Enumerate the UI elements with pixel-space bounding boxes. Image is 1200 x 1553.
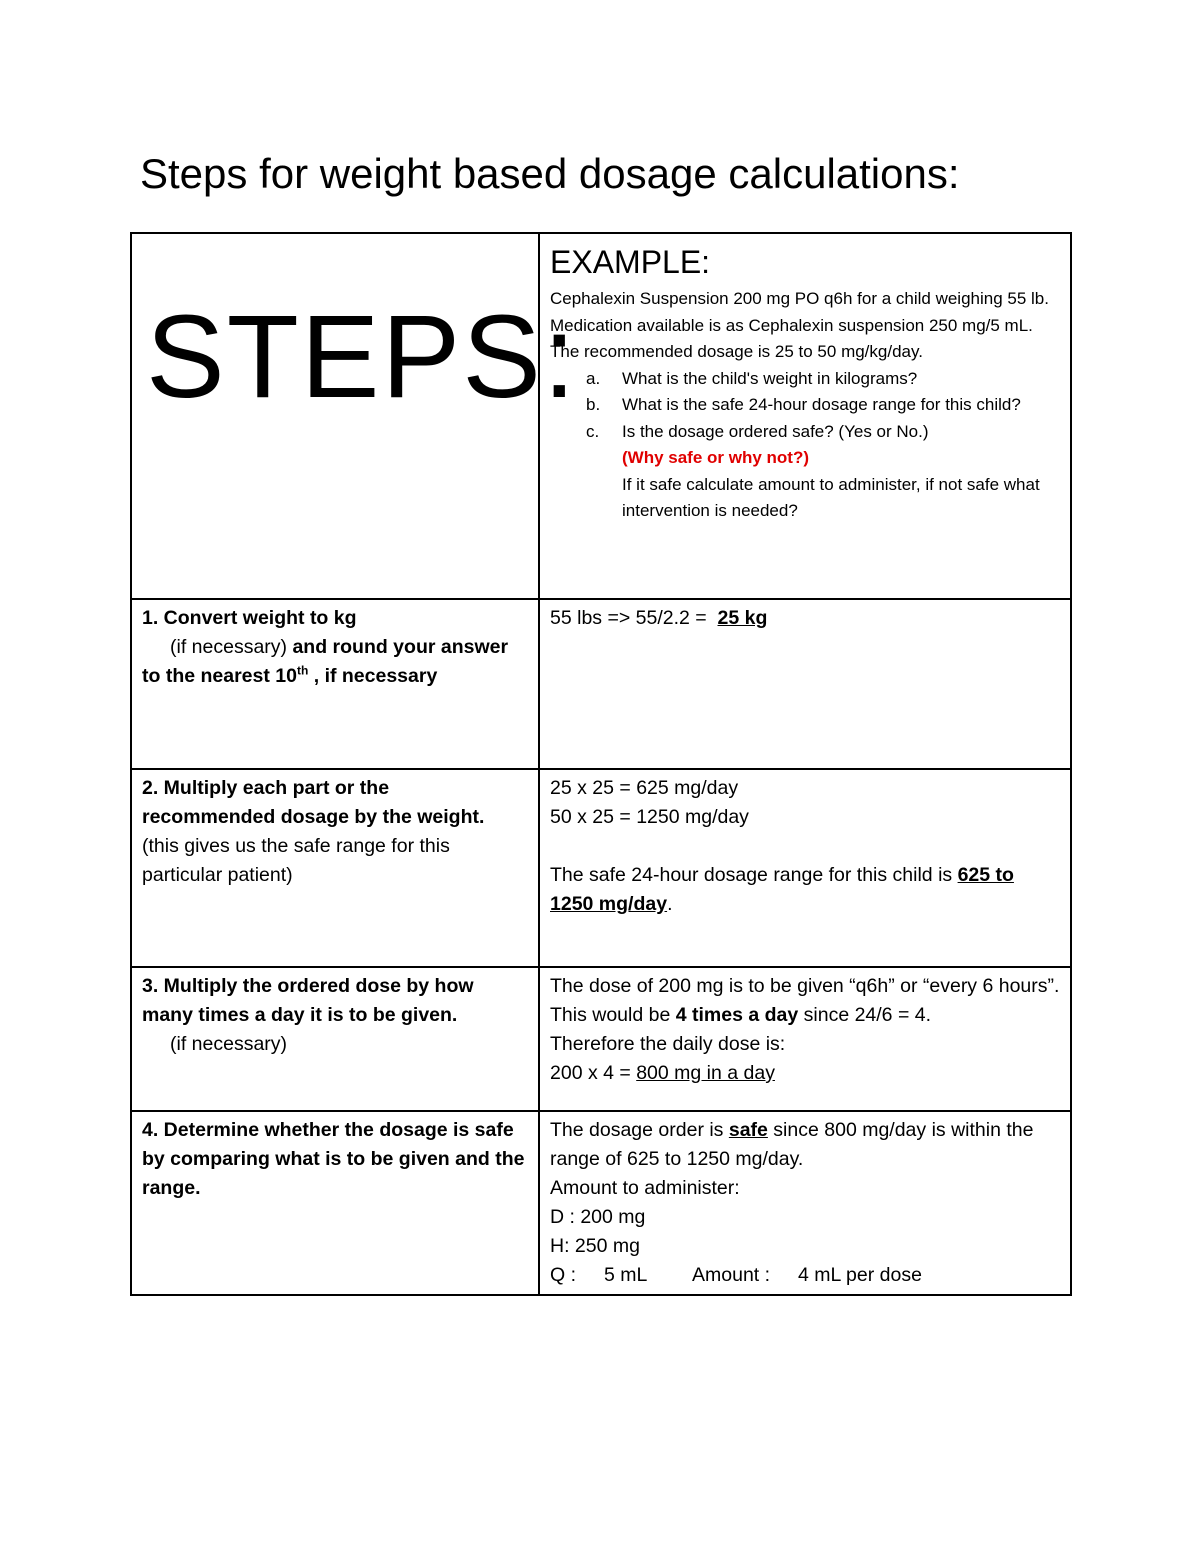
step4-d-line: D : 200 mg [550, 1206, 646, 1228]
step1-line3-sup: th [296, 663, 309, 678]
question-letter: c. [586, 421, 600, 441]
example-text: Cephalexin Suspension 200 mg PO q6h for a child weighing 55 lb. Medication available is as Cephalexin suspension 250 mg/5 mL. The recommended dosage is 25 to 50 mg/kg/day. [550, 289, 1049, 361]
steps-heading: STEPS: [146, 291, 578, 423]
steps-header-cell [131, 233, 578, 599]
step3-text [550, 972, 1060, 1030]
step1-cell [131, 599, 539, 769]
step3-text-pre: The dose of 200 mg is to be given “q6h” or “every 6 hours”. This would be [550, 975, 1060, 1026]
question-c [550, 419, 1060, 446]
step2-range-value: 625 to 1250 mg/day [550, 864, 1014, 915]
step1-line3 [142, 662, 528, 691]
step3-text-post: since 24/6 = 4. [798, 1004, 932, 1026]
step4-text [550, 1116, 1060, 1174]
question-letter: b. [586, 395, 601, 414]
step3-answer-cell [539, 967, 1071, 1111]
if-safe-text: If it safe calculate amount to administer, if not safe what intervention is needed? [622, 474, 1040, 520]
step1-line3-post: , if necessary [308, 665, 438, 687]
table-row [131, 967, 1071, 1111]
step2-calc1: 25 x 25 = 625 mg/day [550, 777, 739, 799]
step2-note: (this gives us the safe range for this particular patient) [142, 835, 450, 886]
question-text: Is the dosage ordered safe? (Yes or No.) [622, 421, 929, 441]
step3-calc [550, 1059, 1060, 1088]
step3-title: 3. Multiply the ordered dose by how many times a day it is to be given. [142, 975, 474, 1026]
step1-line2-normal: (if necessary) [170, 636, 288, 658]
step4-cell [131, 1111, 539, 1295]
step2-range-pre: The safe 24-hour dosage range for this child is [550, 864, 958, 886]
step3-calc-result: 800 mg in a day [636, 1062, 775, 1084]
step4-q-label: Q : [550, 1264, 577, 1286]
table-row [131, 233, 1071, 599]
step3-cell [131, 967, 539, 1111]
step2-title-line2: recommended dosage by the weight. [142, 806, 485, 828]
spacer [550, 832, 1060, 861]
table-row [131, 599, 1071, 769]
example-heading: EXAMPLE: [550, 244, 711, 280]
step2-answer-cell [539, 769, 1071, 967]
step4-text-bold: safe [728, 1119, 768, 1141]
step3-therefore: Therefore the daily dose is: [550, 1033, 786, 1055]
step2-range [550, 861, 1060, 919]
table-row [131, 769, 1071, 967]
step1-answer-result: 25 kg [717, 607, 768, 629]
example-cell [539, 233, 1071, 599]
step1-line3-pre: to the nearest 10 [142, 665, 297, 687]
step4-amount-value: 4 mL per dose [798, 1264, 922, 1286]
step2-cell [131, 769, 539, 967]
step2-range-post: . [667, 893, 673, 915]
step4-title: 4. Determine whether the dosage is safe by comparing what is to be given and the range. [142, 1119, 525, 1199]
step3-note: (if necessary) [170, 1033, 288, 1055]
step4-answer-cell [539, 1111, 1071, 1295]
question-text: What is the child's weight in kilograms? [622, 368, 918, 388]
step2-title-line1: 2. Multiply each part or the [142, 777, 390, 799]
question-a [550, 366, 1060, 393]
step4-text-post: since 800 mg/day is within the range of 625 to 1250 mg/day. [550, 1119, 1034, 1170]
question-letter: a. [586, 368, 601, 388]
step4-text-pre: The dosage order is [550, 1119, 729, 1141]
step1-line2-bold: and round your answer [287, 636, 509, 658]
step1-answer-cell [539, 599, 1071, 769]
step3-text-bold: 4 times a day [675, 1004, 799, 1026]
step4-amount-heading: Amount to administer: [550, 1177, 740, 1199]
step1-answer-pre: 55 lbs => 55/2.2 = [550, 607, 718, 629]
step4-amount-label: Amount : [692, 1264, 771, 1286]
why-text: (Why safe or why not?) [622, 448, 809, 467]
step4-h-line: H: 250 mg [550, 1235, 640, 1257]
step4-q-line [550, 1261, 1060, 1290]
step1-answer [550, 604, 1060, 633]
question-text: What is the safe 24-hour dosage range for this child? [622, 395, 1021, 414]
step3-calc-pre: 200 x 4 = [550, 1062, 637, 1084]
step1-title: 1. Convert weight to kg [142, 607, 357, 629]
question-b [550, 392, 1060, 419]
step1-line2 [142, 633, 528, 662]
table-row [131, 1111, 1071, 1295]
step2-calc2: 50 x 25 = 1250 mg/day [550, 806, 749, 828]
page-title: Steps for weight based dosage calculations: [140, 150, 960, 197]
steps-table [130, 232, 1072, 1296]
step4-q-value: 5 mL [604, 1264, 648, 1286]
